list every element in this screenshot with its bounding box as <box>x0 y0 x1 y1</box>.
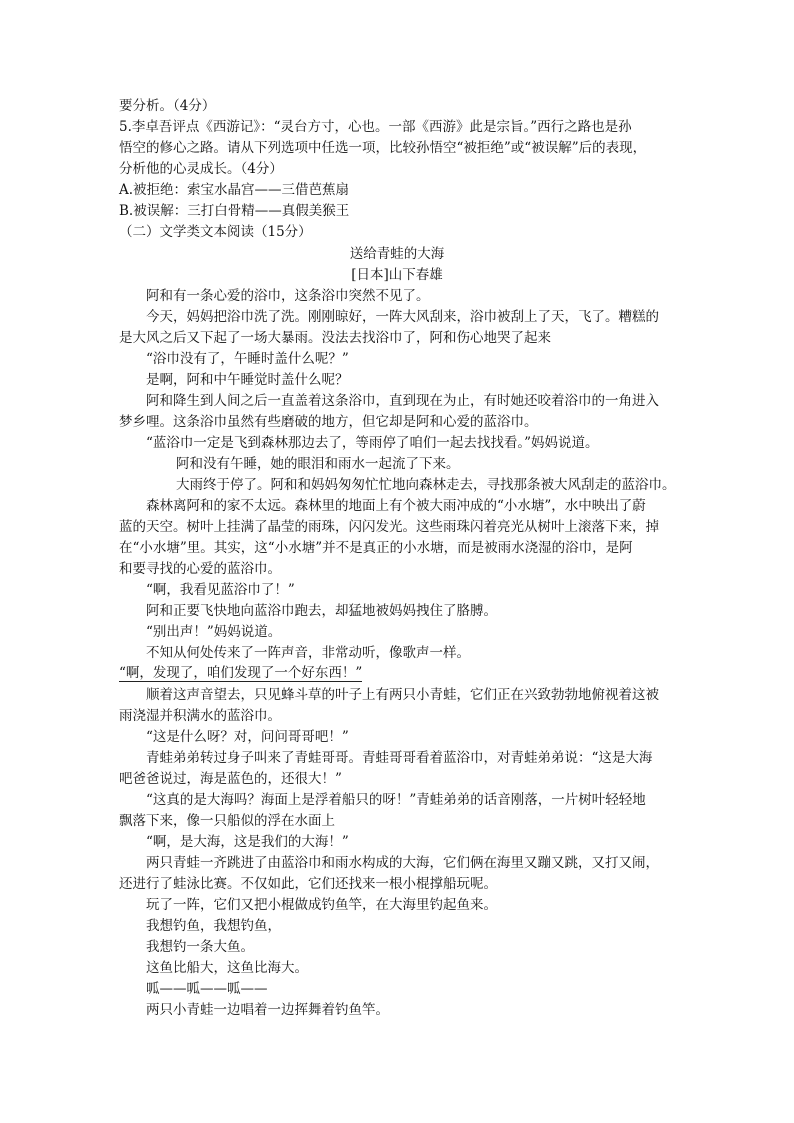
question-5-line-1: 5.李卓吾评点《西游记》：“灵台方寸，心也。一部《西游》此是宗旨。”西行之路也是孙 <box>119 119 632 135</box>
paragraph-line: 在“小水塘”里。其实，这“小水塘”并不是真正的小水塘，而是被雨水浇湿的浴巾，是阿 <box>119 540 633 556</box>
paragraph-line: 两只青蛙一齐跳进了由蓝浴巾和雨水构成的大海，它们俩在海里又蹦又跳，又打又闹， <box>146 855 659 871</box>
option-b: B.被误解：三打白骨精——真假美猴王 <box>119 203 350 219</box>
paragraph-line: 青蛙弟弟转过身子叫来了青蛙哥哥。青蛙哥哥看着蓝浴巾，对青蛙弟弟说：“这是大海 <box>146 750 653 766</box>
dialogue-line: “浴巾没有了，午睡时盖什么呢？” <box>146 351 349 367</box>
paragraph-line: 阿和没有午睡，她的眼泪和雨水一起流了下来。 <box>176 456 460 472</box>
section-heading: （二）文学类文本阅读（15分） <box>119 224 312 240</box>
song-line: 我想钓一条大鱼。 <box>146 939 254 955</box>
paragraph-line: 吧爸爸说过，海是蓝色的，还很大！” <box>119 771 342 787</box>
paragraph-line: 两只小青蛙一边唱着一边挥舞着钓鱼竿。 <box>146 1002 389 1018</box>
paragraph-line: 雨浇湿并积满水的蓝浴巾。 <box>119 708 281 724</box>
dialogue-line: “别出声！”妈妈说道。 <box>146 624 282 640</box>
paragraph-line: 不知从何处传来了一阵声音，非常动听，像歌声一样。 <box>146 645 470 661</box>
paragraph-line: 是大风之后又下起了一场大暴雨。没法去找浴巾了，阿和伤心地哭了起来 <box>119 330 551 346</box>
dialogue-line: “蓝浴巾一定是飞到森林那边去了，等雨停了咱们一起去找找看。”妈妈说道。 <box>146 435 599 451</box>
paragraph-line: 蓝的天空。树叶上挂满了晶莹的雨珠，闪闪发光。这些雨珠闪着亮光从树叶上滚落下来，掉 <box>119 519 659 535</box>
paragraph-line: 飘落下来，像一只船似的浮在水面上 <box>119 813 335 829</box>
song-line: 我想钓鱼，我想钓鱼， <box>146 918 281 934</box>
song-line: 这鱼比船大，这鱼比海大。 <box>146 960 308 976</box>
paragraph-line: 梦乡哩。这条浴巾虽然有些磨破的地方，但它却是阿和心爱的蓝浴巾。 <box>119 414 538 430</box>
paragraph-line: 大雨终于停了。阿和和妈妈匆匆忙忙地向森林走去，寻找那条被大风刮走的蓝浴巾。 <box>176 477 676 493</box>
paragraph-line: 今天，妈妈把浴巾洗了洗。刚刚晾好，一阵大风刮来，浴巾被刮上了天，飞了。糟糕的 <box>146 309 659 325</box>
dialogue-line: “这真的是大海吗？海面上是浮着船只的呀！”青蛙弟弟的话音刚落，一片树叶轻轻地 <box>146 792 646 808</box>
paragraph-line: 森林离阿和的家不太远。森林里的地面上有个被大雨冲成的“小水塘”，水中映出了蔚 <box>146 498 646 514</box>
paragraph-line: 顺着这声音望去，只见蜂斗草的叶子上有两只小青蛙，它们正在兴致勃勃地俯视着这被 <box>146 687 659 703</box>
paragraph-line: 是啊，阿和中午睡觉时盖什么呢？ <box>146 372 349 388</box>
story-author: [日本]山下春雄 <box>351 267 443 283</box>
dialogue-line: “这是什么呀？对，问问哥哥吧！” <box>146 729 349 745</box>
option-a: A.被拒绝：索宝水晶宫——三借芭蕉扇 <box>119 182 350 198</box>
question-5-line-2: 悟空的修心之路。请从下列选项中任选一项，比较孙悟空“被拒绝”或“被误解”后的表现， <box>119 140 647 156</box>
paragraph-line: 玩了一阵，它们又把小棍做成钓鱼竿，在大海里钓起鱼来。 <box>146 897 497 913</box>
paragraph-line: 阿和正要飞快地向蓝浴巾跑去，却猛地被妈妈拽住了胳膊。 <box>146 603 497 619</box>
underlined-dialogue-line <box>119 663 362 683</box>
question-4-tail: 要分析。（4分） <box>119 98 216 114</box>
story-title: 送给青蛙的大海 <box>349 246 445 262</box>
song-line: 呱——呱——呱—— <box>146 981 268 997</box>
paragraph-line: 和要寻找的心爱的蓝浴巾。 <box>119 561 281 577</box>
underlined-text: “啊，发现了，咱们发现了一个好东西！” <box>119 665 363 681</box>
dialogue-line: “啊，是大海，这是我们的大海！” <box>146 834 349 850</box>
dialogue-line: “啊，我看见蓝浴巾了！” <box>146 582 295 598</box>
question-5-line-3: 分析他的心灵成长。（4分） <box>119 161 283 177</box>
paragraph-line: 阿和有一条心爱的浴巾，这条浴巾突然不见了。 <box>146 288 430 304</box>
paragraph-line: 还进行了蛙泳比赛。不仅如此，它们还找来一根小棍撑船玩呢。 <box>119 876 497 892</box>
paragraph-line: 阿和降生到人间之后一直盖着这条浴巾，直到现在为止，有时她还咬着浴巾的一角进入 <box>146 393 659 409</box>
